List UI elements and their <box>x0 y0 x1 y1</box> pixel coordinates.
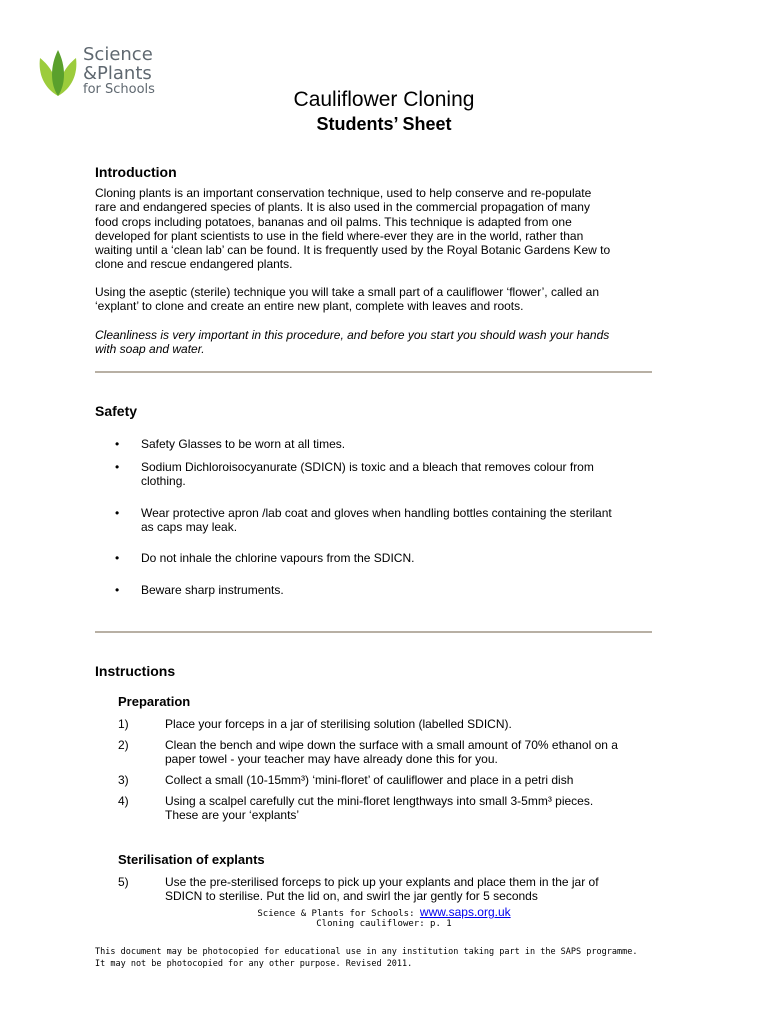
text-line: These are your ‘explants’ <box>165 808 300 823</box>
text-line: rare and endangered species of plants. It is also used in the commercial propagation of many <box>95 200 590 215</box>
text-line: clone and rescue endangered plants. <box>95 257 293 272</box>
step-number: 4) <box>118 794 129 808</box>
bullet-icon: • <box>115 506 120 520</box>
text-line: developed for plant scientists to use in the field where-ever they are in the world, rather than <box>95 228 584 243</box>
text-line: Place your forceps in a jar of sterilising solution (labelled SDICN). <box>165 717 512 731</box>
text-line: clothing. <box>141 474 186 489</box>
logo-line-1: Science <box>83 44 153 65</box>
legal-notice <box>95 946 637 970</box>
logo-line-2: &Plants <box>83 63 152 84</box>
safety-item <box>141 437 661 451</box>
bullet-icon: • <box>115 460 120 474</box>
footer-org-line <box>0 905 768 919</box>
text-line: Clean the bench and wipe down the surface with a small amount of 70% ethanol on a <box>165 738 618 752</box>
bullet-icon: • <box>115 583 120 597</box>
logo-line-3: for Schools <box>83 82 155 97</box>
introduction-paragraph-3 <box>95 328 655 357</box>
text-line: Wear protective apron /lab coat and gloves when handling bottles containing the sterilant <box>141 506 612 520</box>
text-line: Use the pre-sterilised forceps to pick up your explants and place them in the jar of <box>165 875 599 889</box>
step-text <box>165 875 660 904</box>
step-text <box>165 773 660 787</box>
footer-org: Science & Plants for Schools: <box>257 909 415 919</box>
introduction-paragraph-2 <box>95 285 655 314</box>
safety-heading: Safety <box>95 403 138 419</box>
text-line: Cleanliness is very important in this procedure, and before you start you should wash your hands <box>95 328 610 342</box>
text-line: Using the aseptic (sterile) technique you will take a small part of a cauliflower ‘flower’, called an <box>95 285 600 299</box>
instructions-heading: Instructions <box>95 663 176 679</box>
section-divider <box>95 631 652 633</box>
legal-line: It may not be photocopied for any other purpose. Revised 2011. <box>95 959 413 969</box>
step-text <box>165 794 660 823</box>
introduction-heading: Introduction <box>95 164 177 180</box>
text-line: with soap and water. <box>95 342 205 357</box>
text-line: Do not inhale the chlorine vapours from the SDICN. <box>141 551 415 565</box>
text-line: Using a scalpel carefully cut the mini-floret lengthways into small 3-5mm³ pieces. <box>165 794 594 808</box>
step-text <box>165 738 660 767</box>
step-number: 5) <box>118 875 129 889</box>
text-line: Safety Glasses to be worn at all times. <box>141 437 346 451</box>
saps-website-link[interactable]: www.saps.org.uk <box>419 905 511 919</box>
text-line: paper towel - your teacher may have already done this for you. <box>165 752 498 767</box>
introduction-paragraph-1 <box>95 186 655 272</box>
step-number: 1) <box>118 717 129 731</box>
safety-item <box>141 506 661 535</box>
text-line: food crops including potatoes, bananas and oil palms. This technique is adapted from one <box>95 214 572 229</box>
step-number: 2) <box>118 738 129 752</box>
text-line: SDICN to sterilise. Put the lid on, and swirl the jar gently for 5 seconds <box>165 889 538 904</box>
text-line: Collect a small (10-15mm³) ‘mini-floret’ of cauliflower and place in a petri dish <box>165 773 574 787</box>
text-line: as caps may leak. <box>141 520 238 535</box>
sterilisation-heading: Sterilisation of explants <box>118 852 265 867</box>
safety-item <box>141 583 661 597</box>
preparation-heading: Preparation <box>118 694 191 709</box>
section-divider <box>95 371 652 373</box>
legal-line: This document may be photocopied for educational use in any institution taking part in the SAPS programme. <box>95 947 638 957</box>
page-title: Cauliflower Cloning <box>293 88 475 111</box>
step-number: 3) <box>118 773 129 787</box>
bullet-icon: • <box>115 437 120 451</box>
text-line: ‘explant’ to clone and create an entire new plant, complete with leaves and roots. <box>95 299 524 314</box>
footer-page-number: Cloning cauliflower: p. 1 <box>316 919 452 929</box>
text-line: Beware sharp instruments. <box>141 583 284 597</box>
text-line: Sodium Dichloroisocyanurate (SDICN) is toxic and a bleach that removes colour from <box>141 460 594 474</box>
safety-item <box>141 460 661 489</box>
bullet-icon: • <box>115 551 120 565</box>
text-line: waiting until a ‘clean lab’ can be found. It is frequently used by the Royal Botanic Gardens Kew to <box>95 243 611 258</box>
text-line: Cloning plants is an important conservation technique, used to help conserve and re-populate <box>95 186 592 200</box>
page-subtitle: Students’ Sheet <box>316 114 452 134</box>
step-text <box>165 717 660 731</box>
safety-item <box>141 551 661 565</box>
